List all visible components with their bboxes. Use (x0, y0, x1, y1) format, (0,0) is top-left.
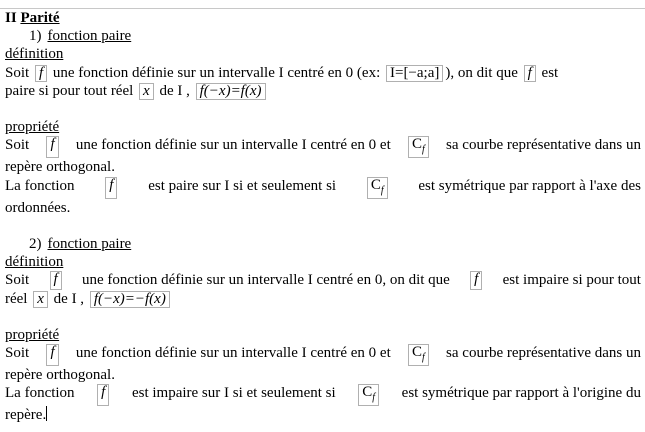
property-line-3: La fonction f est paire sur I si et seulement si $C_f$ est symétrique par rapport à l'axe des (5, 177, 641, 199)
math-curve-cf[interactable]: $C_f$ (408, 136, 429, 158)
section-title: II Parité (5, 10, 60, 26)
definition-line-1: Soit f une fonction définie sur un intervalle I centré en 0, on dit que f est impaire si pour tout (5, 271, 641, 289)
property-line-4: repère. (5, 407, 47, 424)
property-line-3: La fonction f est impaire sur I si et seulement si $C_f$ est symétrique par rapport à l'origine du (5, 384, 641, 406)
definition-line-2: réel x de I , f(−x)=−f(x) (5, 290, 641, 308)
subsection-2-heading: 2) fonction paire (29, 236, 132, 252)
definition-line-1: Soit f une fonction définie sur un intervalle I centré en 0 (ex: I=[−a;a] ), on dit que f est (5, 64, 559, 81)
definition-line-2: paire si pour tout réel x de I , f(−x)=f(x) (5, 82, 641, 100)
property-line-1: Soit f une fonction définie sur un intervalle I centré en 0 et $C_f$ sa courbe représentative dans un (5, 344, 641, 366)
text-cursor (46, 406, 47, 421)
math-f[interactable]: f (46, 136, 58, 158)
math-x[interactable]: x (139, 83, 154, 100)
property-label: propriété (5, 119, 60, 136)
math-f[interactable]: f (46, 344, 58, 366)
math-curve-cf[interactable]: $C_f$ (408, 344, 429, 366)
property-line-2: repère orthogonal. (5, 367, 115, 384)
math-curve-cf[interactable]: $C_f$ (367, 177, 388, 199)
math-interval[interactable]: I=[−a;a] (386, 65, 443, 82)
document-body[interactable] (5, 9, 641, 425)
math-formula[interactable]: f(−x)=−f(x) (90, 291, 170, 308)
math-f[interactable]: f (97, 384, 109, 406)
math-x[interactable]: x (33, 291, 48, 308)
definition-label: définition (5, 254, 64, 271)
property-line-4: ordonnées. (5, 199, 71, 216)
math-f[interactable]: f (470, 271, 482, 289)
math-f[interactable]: f (50, 271, 62, 289)
subsection-1-heading: 1) fonction paire (29, 28, 132, 45)
math-f[interactable]: f (524, 65, 536, 82)
math-f[interactable]: f (35, 65, 47, 82)
property-line-2: repère orthogonal. (5, 159, 115, 176)
math-f[interactable]: f (105, 177, 117, 199)
definition-label: définition (5, 46, 64, 63)
property-line-1: Soit f une fonction définie sur un intervalle I centré en 0 et $C_f$ sa courbe représentative dans un (5, 136, 641, 158)
math-formula[interactable]: f(−x)=f(x) (196, 83, 266, 100)
property-label: propriété (5, 327, 60, 343)
math-curve-cf[interactable]: $C_f$ (358, 384, 379, 406)
